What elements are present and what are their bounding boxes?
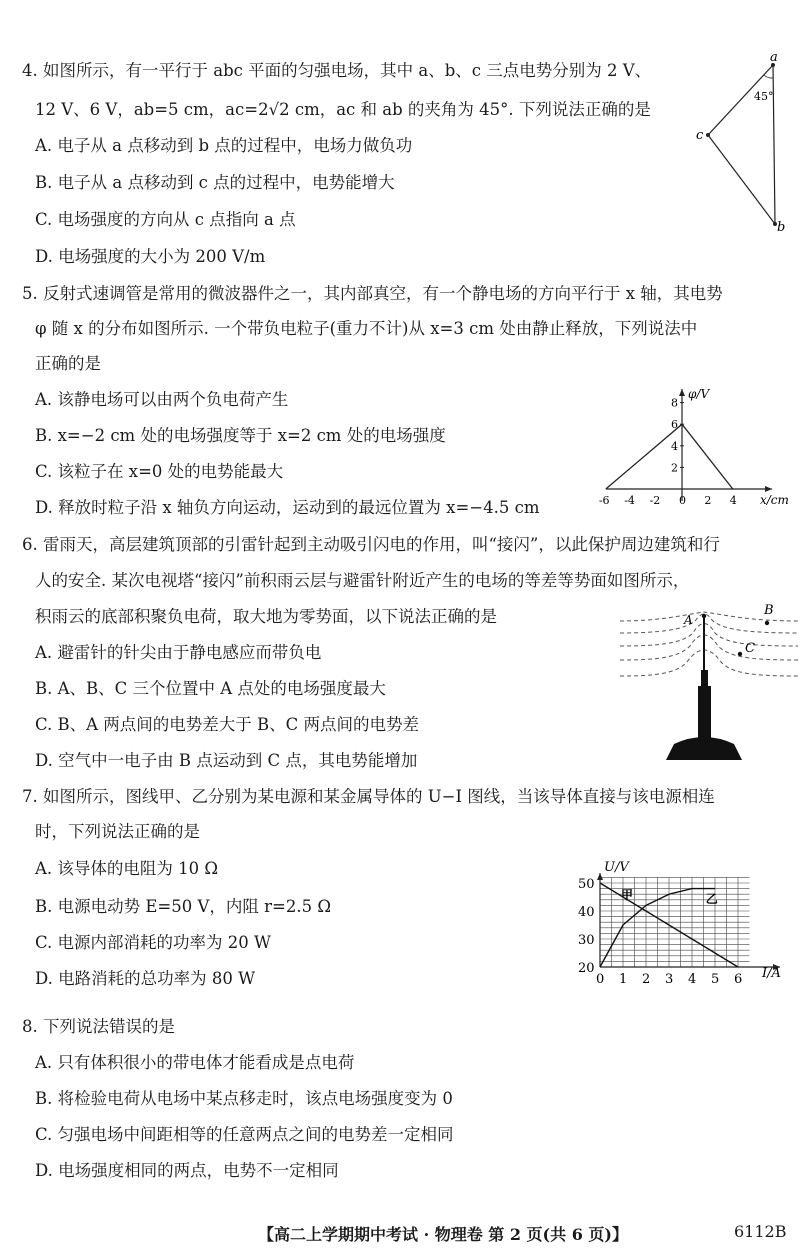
q4-option-d: D. 电场强度的大小为 200 V/m [35,247,266,266]
q7-stem-line1: 7. 如图所示，图线甲、乙分别为某电源和某金属导体的 U−I 图线，当该导体直接与该电源相连 [22,787,715,806]
page-footer-title: 【高二上学期期中考试 · 物理卷 第 2 页(共 6 页)】 [258,1225,628,1244]
paper-code: 6112B [734,1222,787,1241]
tower-base [666,737,742,760]
q8-option-b: B. 将检验电荷从电场中某点移走时，该点电场强度变为 0 [35,1089,453,1108]
y-tick-label: 6 [671,418,678,432]
segment-cb [708,135,775,224]
x-tick-label: -2 [649,494,661,507]
x-tick-label: 2 [642,972,651,987]
q4-stem-line1: 4. 如图所示，有一平行于 abc 平面的匀强电场，其中 a、b、c 三点电势分别为 2 V、 [22,61,652,80]
q5-option-d: D. 释放时粒子沿 x 轴负方向运动，运动到的最远位置为 x=−4.5 cm [35,498,540,517]
q4-stem-line2: 12 V、6 V，ab=5 cm，ac=2√2 cm，ac 和 ab 的夹角为 45°. 下列说法正确的是 [35,100,651,119]
x-tick-label: -6 [598,494,610,507]
q5-potential-chart [600,383,795,508]
potential-line [606,424,733,489]
q7-option-a: A. 该导体的电阻为 10 Ω [35,859,219,878]
q5-option-c: C. 该粒子在 x=0 处的电势能最大 [35,462,284,481]
point-a-label: a [770,50,778,65]
q6-stem-line3: 积雨云的底部积聚负电荷，取大地为零势面，以下说法正确的是 [35,607,497,626]
x-tick-label: -4 [624,494,635,507]
x-axis-label: x/cm [760,493,789,507]
equipotential-lines [620,612,798,676]
q5-stem-line1: 5. 反射式速调管是常用的微波器件之一，其内部真空，有一个静电场的方向平行于 x 轴，其电势 [22,284,723,303]
series-yi-label: 乙 [705,891,718,906]
y-tick-label: 30 [578,933,595,948]
x-tick-label: 0 [679,494,686,507]
q7-option-c: C. 电源内部消耗的功率为 20 W [35,933,271,952]
x-tick-label: 3 [665,972,674,987]
q5-stem-line2: φ 随 x 的分布如图所示. 一个带负电粒子(重力不计)从 x=3 cm 处由静止释放，下列说法中 [35,319,698,338]
series-jia-label: 甲 [621,888,634,902]
y-axis-label: φ/V [688,387,710,401]
x-tick-label: 6 [734,972,743,987]
point-b [765,621,769,625]
y-tick-label: 8 [671,396,678,410]
q4-option-c: C. 电场强度的方向从 c 点指向 a 点 [35,210,296,229]
point-a-label: A [684,613,693,627]
x-tick-label: 2 [704,494,712,507]
q4-option-b: B. 电子从 a 点移动到 c 点的过程中，电势能增大 [35,173,395,192]
q7-option-b: B. 电源电动势 E=50 V，内阻 r=2.5 Ω [35,897,332,916]
y-tick-label: 50 [578,877,595,892]
q7-ui-chart [572,855,794,990]
x-tick-label: 0 [596,972,605,987]
q6-option-d: D. 空气中一电子由 B 点运动到 C 点，其电势能增加 [35,751,418,770]
q6-option-a: A. 避雷针的针尖由于静电感应而带负电 [35,643,322,662]
q6-lightning-rod-figure [618,600,800,762]
point-c-label: c [696,128,704,143]
q6-stem-line1: 6. 雷雨天，高层建筑顶部的引雷针起到主动吸引闪电的作用，叫“接闪”，以此保护周边建筑和行 [22,535,720,554]
x-tick-label: 5 [711,972,720,987]
point-b-label: b [777,220,786,235]
y-tick-label: 20 [578,961,595,976]
tower-body [698,686,711,738]
x-tick-label: 4 [688,972,697,987]
angle-label: 45° [754,90,774,103]
point-a [702,614,706,618]
segment-ab [773,65,775,224]
point-b-label: B [764,603,774,618]
q5-option-b: B. x=−2 cm 处的电场强度等于 x=2 cm 处的电场强度 [35,426,446,445]
x-tick-label: 4 [729,494,737,507]
q5-option-a: A. 该静电场可以由两个负电荷产生 [35,390,289,409]
y-tick-label: 4 [671,439,678,453]
q5-stem-line3: 正确的是 [35,354,101,373]
q4-option-a: A. 电子从 a 点移动到 b 点的过程中，电场力做负功 [35,136,413,155]
q6-stem-line2: 人的安全. 某次电视塔“接闪”前积雨云层与避雷针附近产生的电场的等差等势面如图所示， [35,571,690,590]
q7-stem-line2: 时，下列说法正确的是 [35,822,200,841]
q7-option-d: D. 电路消耗的总功率为 80 W [35,969,256,988]
q8-option-d: D. 电场强度相同的两点，电势不一定相同 [35,1161,339,1180]
q8-stem: 8. 下列说法错误的是 [22,1017,175,1036]
q6-option-c: C. B、A 两点间的电势差大于 B、C 两点间的电势差 [35,715,420,734]
point-c [738,652,742,656]
point-c-label: C [745,641,755,656]
rod-top [701,670,708,686]
x-axis-label: I/A [762,966,781,981]
y-tick-label: 40 [578,905,595,920]
y-tick-label: 2 [671,461,678,475]
q6-option-b: B. A、B、C 三个位置中 A 点处的电场强度最大 [35,679,386,698]
q8-option-a: A. 只有体积很小的带电体才能看成是点电荷 [35,1053,355,1072]
q8-option-c: C. 匀强电场中间距相等的任意两点之间的电势差一定相同 [35,1125,454,1144]
q4-triangle-figure [690,50,790,235]
x-tick-label: 1 [619,972,628,987]
y-axis-label: U/V [604,860,629,875]
